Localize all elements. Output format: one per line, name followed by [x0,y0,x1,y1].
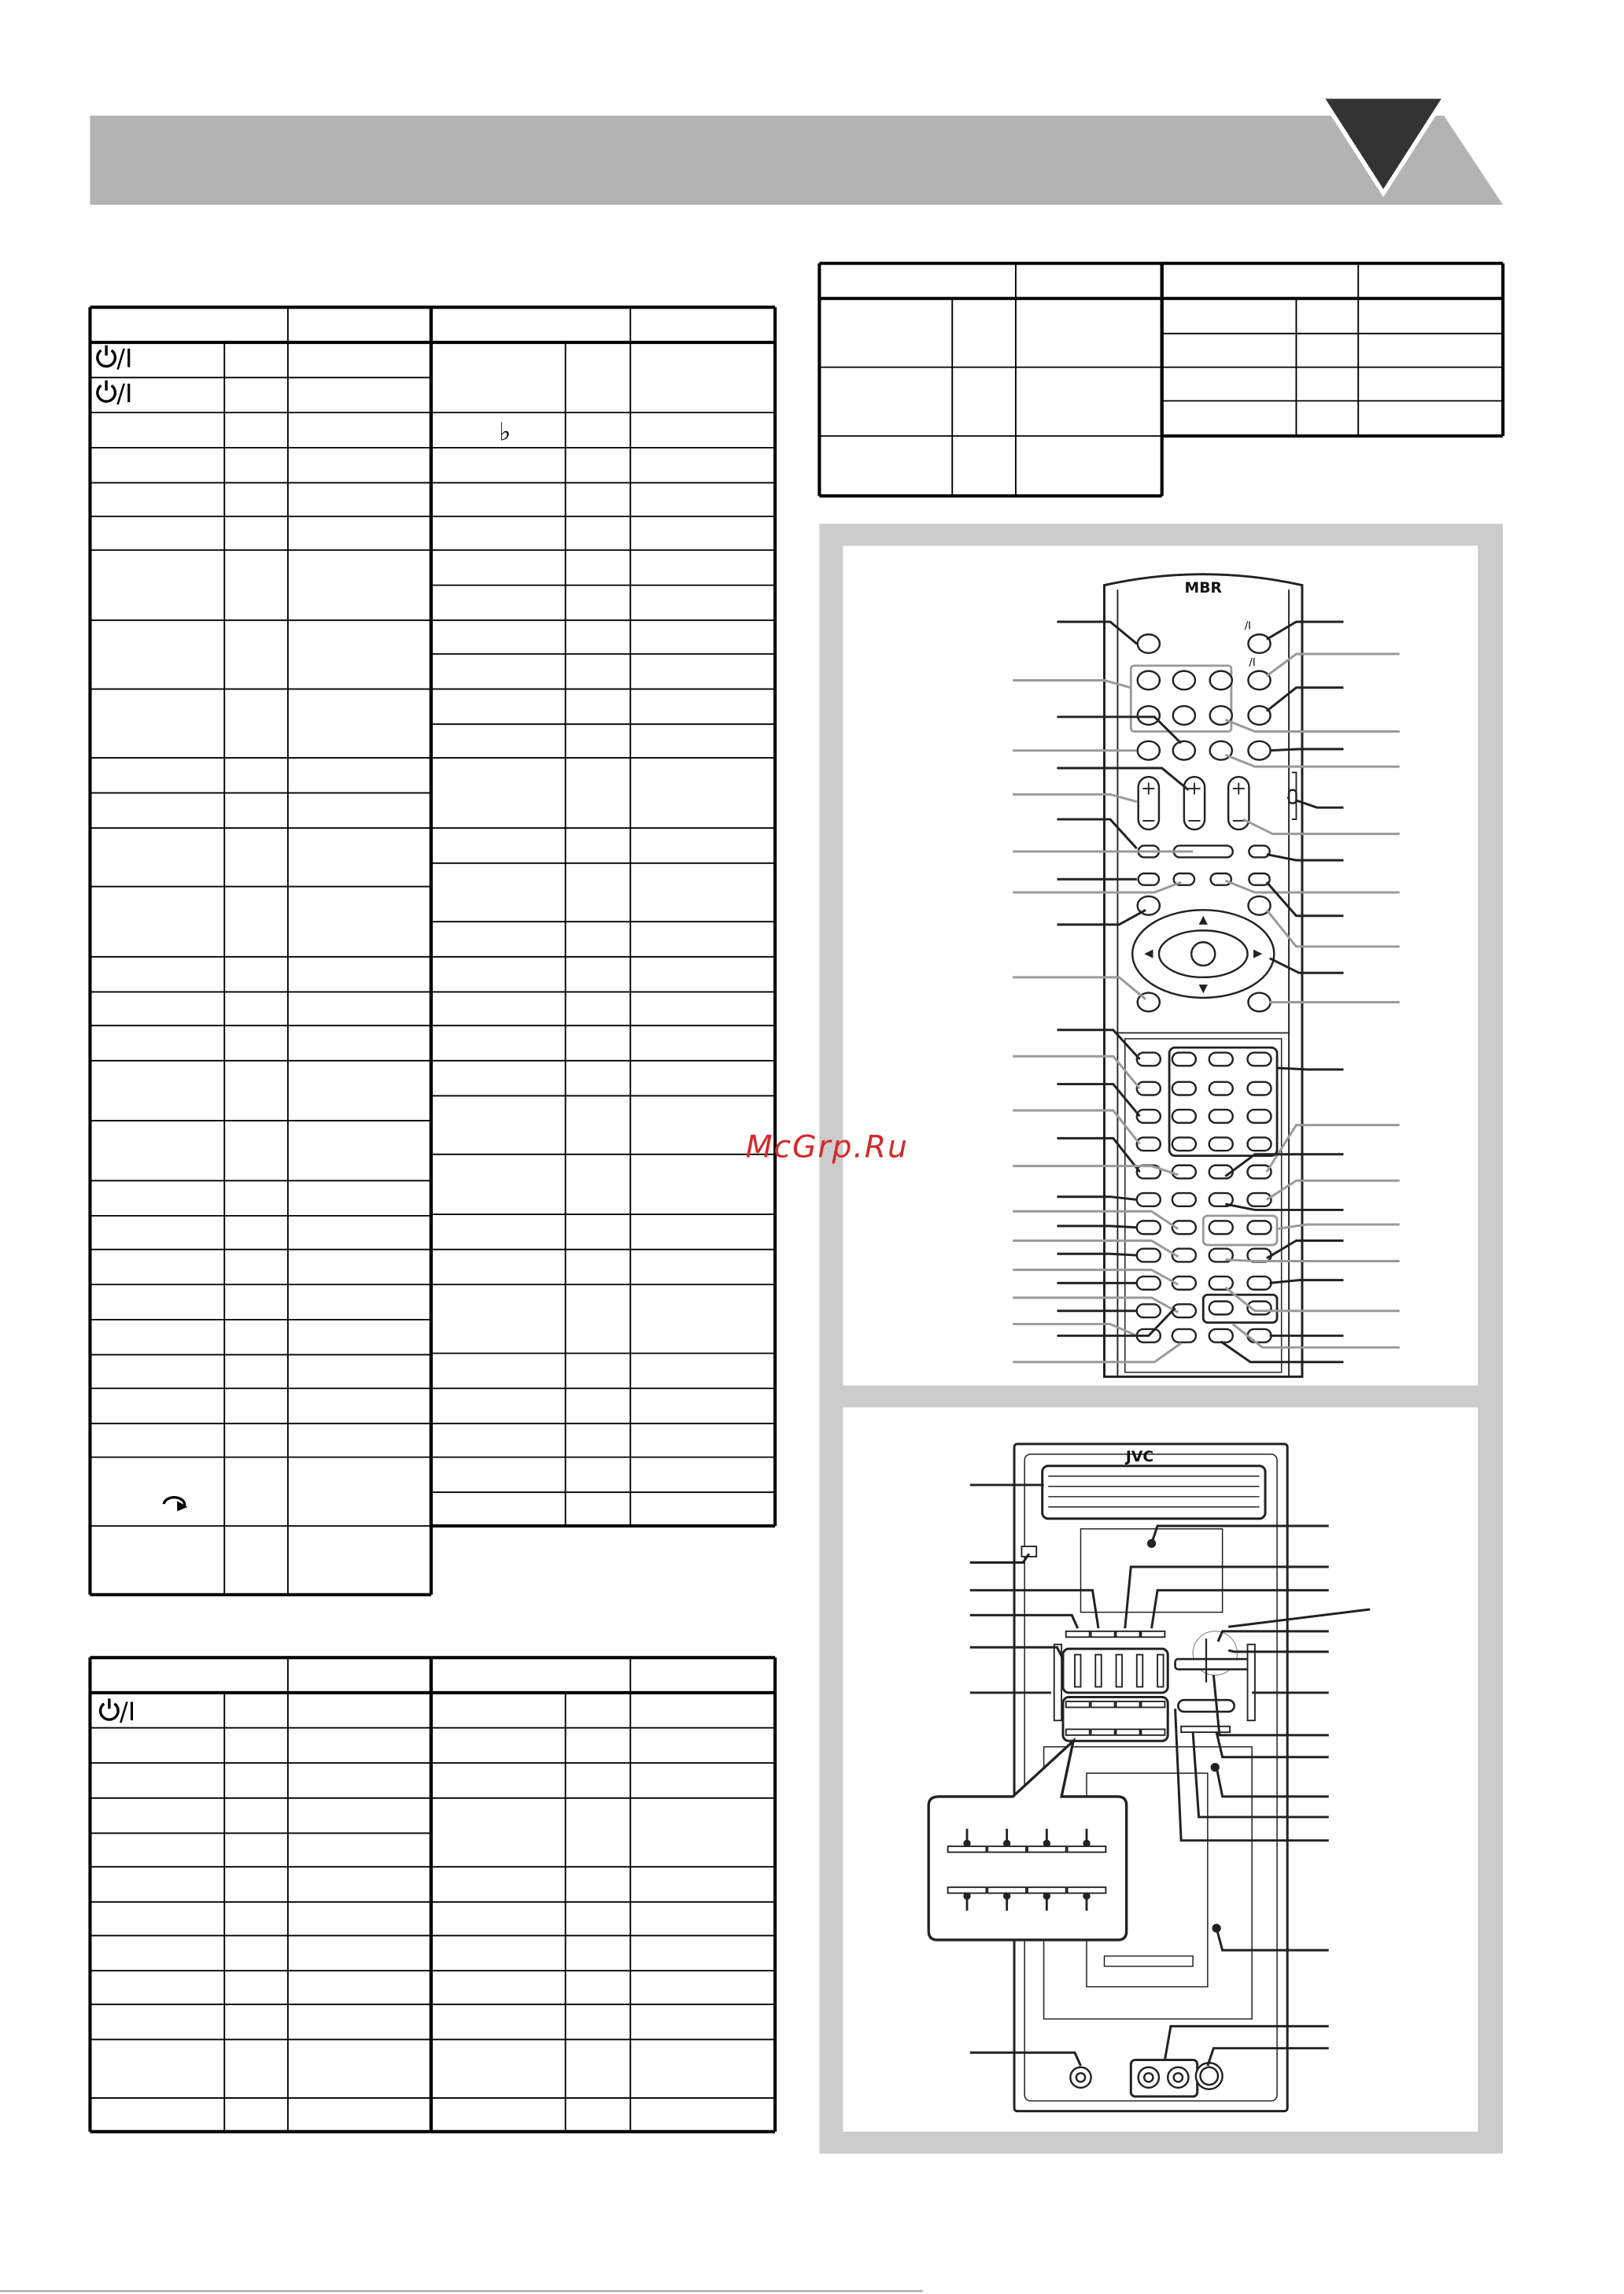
source-button[interactable] [1141,1701,1164,1707]
remote-button[interactable] [1173,671,1195,690]
preset-button[interactable] [1116,1631,1140,1637]
remote-button[interactable] [1137,1221,1161,1234]
remote-button[interactable] [1248,706,1270,725]
play-pause-bar[interactable] [1178,1700,1234,1712]
section-banner [90,97,1503,205]
fader-slider[interactable] [1116,1655,1123,1687]
remote-button[interactable] [1248,1276,1272,1290]
callout-dot [1083,1893,1090,1900]
callout-dot [1043,1840,1050,1847]
remote-logo: MBR [1184,579,1222,597]
remote-button[interactable] [1248,1053,1272,1066]
callout-button [1068,1887,1106,1893]
remote-button[interactable] [1173,741,1195,760]
remote-button[interactable] [1139,874,1159,885]
unit-logo: JVC [1125,1449,1154,1466]
source-button[interactable] [1116,1701,1140,1707]
remote-nav-pad [1132,910,1274,998]
remote-button[interactable] [1249,846,1269,858]
remote-button[interactable] [1210,671,1232,690]
remote-button[interactable] [1209,1302,1233,1315]
remote-button[interactable] [1209,1137,1233,1151]
callout-button [948,1846,987,1852]
remote-button[interactable] [1173,706,1195,725]
function-table-unit [90,1657,775,2131]
nav-enter-button[interactable] [1191,942,1215,966]
remote-button[interactable] [1172,1193,1196,1206]
remote-button[interactable] [1138,671,1160,690]
right-slot [1248,1645,1255,1721]
preset-button[interactable] [1091,1631,1115,1637]
callout-button [1028,1846,1066,1852]
source-button[interactable] [1141,1729,1164,1734]
volume-knob[interactable] [1196,2063,1223,2089]
remote-button[interactable] [1172,1053,1196,1066]
remote-button[interactable] [1137,1137,1161,1151]
function-table-remote [90,307,775,1594]
callout-button [1068,1846,1106,1852]
callout-button [987,1887,1026,1893]
remote-button[interactable] [1209,1165,1233,1179]
remote-button[interactable] [1209,1053,1233,1066]
remote-button[interactable] [1209,1329,1233,1343]
remote-button[interactable] [1138,741,1160,760]
preset-button[interactable] [1066,1631,1090,1637]
remote-power-label-2: /I [1249,656,1256,669]
fader-slider[interactable] [1137,1655,1143,1687]
source-button[interactable] [1066,1729,1090,1734]
display-window [1043,1466,1265,1519]
power-label: /I [119,1698,136,1727]
remote-button[interactable] [1172,1110,1196,1123]
remote-button[interactable] [1248,1329,1272,1343]
callout-button [987,1846,1026,1852]
remote-button[interactable] [1209,1276,1233,1290]
remote-button[interactable] [1138,634,1160,653]
power-label: /I [116,380,133,409]
callout-button [948,1887,987,1893]
preset-button[interactable] [1141,1631,1164,1637]
remote-button[interactable] [1137,1304,1161,1317]
preset-buttons [1066,1631,1165,1637]
remote-button[interactable] [1172,1329,1196,1343]
callout-dot [963,1840,970,1847]
remote-button[interactable] [1172,1165,1196,1179]
remote-button[interactable] [1172,1137,1196,1151]
remote-button[interactable] [1137,1053,1161,1066]
remote-button[interactable] [1248,993,1270,1012]
source-button[interactable] [1066,1701,1090,1707]
remote-button[interactable] [1137,1276,1161,1290]
aux-jack-right[interactable] [1168,2067,1188,2088]
remote-button[interactable] [1172,1082,1196,1095]
remote-button[interactable] [1248,1221,1272,1234]
callout-dot [963,1893,970,1900]
remote-button[interactable] [1137,1110,1161,1123]
function-table-small [819,264,1503,497]
callout-dot [1003,1893,1010,1900]
remote-button[interactable] [1138,706,1160,725]
remote-button[interactable] [1211,874,1231,885]
fader-slider[interactable] [1075,1655,1081,1687]
skip-button-bar[interactable] [1176,1659,1253,1669]
source-button[interactable] [1091,1729,1115,1734]
callout-dot [1043,1893,1050,1900]
banner-bar [90,116,1503,205]
remote-button[interactable] [1137,1193,1161,1206]
remote-button[interactable] [1248,741,1270,760]
remote-button[interactable] [1137,1082,1161,1095]
flat-symbol: ♭ [499,418,511,447]
remote-button[interactable] [1209,1110,1233,1123]
phones-jack[interactable] [1070,2067,1091,2088]
source-button[interactable] [1091,1701,1115,1707]
fader-slider[interactable] [1157,1655,1164,1687]
remote-button[interactable] [1137,1249,1161,1262]
callout-dot [1003,1840,1010,1847]
remote-button[interactable] [1248,1110,1272,1123]
fader-slider[interactable] [1095,1655,1102,1687]
tape-buttons[interactable] [1181,1727,1230,1732]
remote-button[interactable] [1209,1082,1233,1095]
remote-button[interactable] [1248,1082,1272,1095]
remote-power-label-1: /I [1244,620,1252,633]
callout-button [1028,1887,1066,1893]
remote-button[interactable] [1209,1221,1233,1234]
remote-button[interactable] [1248,1137,1272,1151]
aux-jack-left[interactable] [1139,2067,1159,2088]
remote-button[interactable] [1248,671,1270,690]
power-label: /I [116,345,133,374]
remote-button[interactable] [1248,634,1270,653]
callout-dot [1083,1840,1090,1847]
source-button[interactable] [1116,1729,1140,1734]
watermark: McGrp.Ru [745,1129,909,1165]
